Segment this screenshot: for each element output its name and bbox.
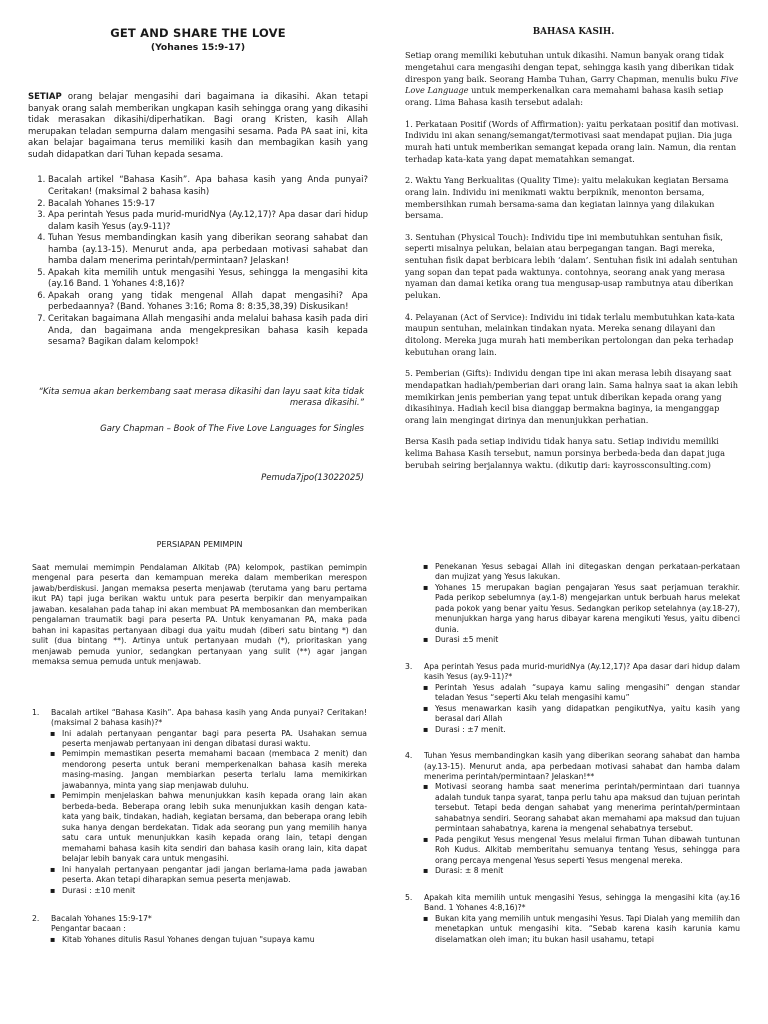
guide-note: ▪ Durasi : ±7 menit. (435, 725, 740, 735)
article-intro (405, 50, 742, 108)
question-list (28, 175, 368, 348)
question-item: 3. Apa perintah Yesus pada murid-muridNya (Ay.12,17)? Apa dasar dari hidup dalam kasih Yesus (ay.9-11)? (48, 210, 368, 233)
question-number: 3. (405, 661, 413, 671)
love-language-4: 4. Pelayanan (Act of Service): Individu ini tidak terlalu membutuhkan kata-kata maupun sentuhan, melainkan tindakan nyata. Mereka senang dilayani dan ditolong. Mereka juga murah hati memberikan pertolongan dan peka terhadap kebutuhan orang lain. (405, 311, 735, 357)
article-intro-text: Setiap orang memiliki kebutuhan untuk dikasihi. Namun banyak orang tidak mengetahui cara mengasihi dengan tepat, sehingga kasih yang diberikan tidak direspon yang baik. Seorang Hamba Tuhan, Garry Chapman, menulis buku (405, 50, 734, 84)
quote-text: “Kita semua akan berkembang saat merasa dikasihi dan layu saat kita tidak merasa dikasihi.” (38, 386, 364, 409)
guide-question-5 (405, 893, 740, 914)
leader-guide-continuation (405, 562, 740, 1024)
question-number: 2. (32, 914, 40, 923)
article-closing: Bersa Kasih pada setiap individu tidak hanya satu. Setiap individu memiliki kelima Bahasa Kasih tersebut, namun porsinya berbeda-beda dan dapat juga berubah seiring berjalannya waktu. (dikutip dari: kayrossconsulting.com) (405, 436, 726, 470)
guide-note: ▪ Durasi ±5 menit (435, 635, 740, 645)
love-language-3: 3. Sentuhan (Physical Touch): Individu tipe ini membutuhkan sentuhan fisik, seperti misalnya pelukan, belaian atau berpegangan tangan. Bagi mereka, sentuhan fisik dapat berbicara lebih ‘dalam’. Sentuhan fisik ini adalah sentuhan yang sopan dan tepat pada waktunya. contohnya, seorang anak yang merasa nyaman dan damai ketika orang tua mengusap-usap rambutnya atau diberikan pelukan. (405, 231, 738, 301)
scripture-reference: (Yohanes 15:9-17) (150, 41, 246, 53)
guide-question-3 (405, 662, 740, 683)
guide-note: ▪ Penekanan Yesus sebagai Allah ini ditegaskan dengan perkataan-perkataan dan mujizat yang Yesus lakukan. (435, 562, 740, 583)
guide-question-1 (32, 708, 367, 729)
question-text: Bacalah Yohanes 15:9-17* (51, 914, 152, 923)
guide-notes-5 (405, 914, 740, 945)
guide-note: ▪ Bukan kita yang memilih untuk mengasihi Yesus. Tapi Dialah yang memilih dan menetapkan untuk mengasihi kita. “Sebab karena kasih karunia kamu diselamatkan oleh iman; itu bukan hasil usahamu, tetapi (435, 914, 740, 945)
love-language-1: 1. Perkataan Positif (Words of Affirmation): yaitu perkataan positif dan motivasi. Individu ini akan senang/semangat/termotivasi saat mendapat pujian. Dia juga murah hati untuk memberikan semangat kepada orang lain. Namun, dia rentan terhadap kata-kata yang dapat mematahkan semangat. (405, 118, 739, 164)
guide-question-4 (405, 751, 740, 782)
book-title: Five Love Language (405, 73, 739, 96)
guide-notes-2-cont (405, 562, 740, 646)
love-language-5: 5. Pemberian (Gifts): Individu dengan tipe ini akan merasa lebih disayang saat mendapatkan hadiah/pemberian dari orang lain. Sama halnya saat ia akan lebih memikirkan jenis pemberian yang tepat untuk diberikan kepada orang yang dikasihinya. Hadiah kecil bisa dianggap bermakna baginya, ia menganggap orang lain mengingat dirinya dan menunjukkan perhatian. (405, 368, 739, 425)
intro-text: orang belajar mengasihi dari bagaimana ia dikasihi. Akan tetapi banyak orang salah memberikan ungkapan kasih sehingga orang yang dikasihi tidak merasakan dikasihi/diperhatikan. Bagi orang Kristen, kasih Allah merupakan teladan sempurna dalam mengasihi sesama. Pada PA saat ini, kita akan belajar bagaimana terus memiliki kasih dan membagikan kasih yang sudah didapatkan dari Tuhan kepada sesama. (28, 92, 368, 160)
question-number: 1. (32, 707, 40, 717)
guide-note: ▪ Yohanes 15 merupakan bagian pengajaran Yesus saat perjamuan terakhir. Pada perikop sebelumnya (ay.1-8) mengejarkan untuk berbuah harus melekat pada pokok yang benar yaitu Yesus. Sedangkan perikop setelahnya (ay.18-27), menunjukkan harga yang harus dibayar karena mengikuti Yesus, yaitu dibenci dunia. (435, 583, 740, 635)
question-item: 5. Apakah kita memilih untuk mengasihi Yesus, sehingga Ia mengasihi kita (ay.16 Band. 1 Yohanes 4:8,16)? (48, 268, 368, 291)
guide-question-2 (32, 914, 367, 924)
question-number: 5. (405, 892, 413, 902)
intro-lead-word: SETIAP (28, 92, 62, 103)
page-title: GET AND SHARE THE LOVE (110, 26, 286, 40)
guide-note: ▪ Durasi: ± 8 menit (435, 866, 740, 876)
guide-notes-4 (405, 782, 740, 876)
question-text: Bacalah artikel “Bahasa Kasih”. Apa bahasa kasih yang Anda punyai? Ceritakan! (maksimal 2 bahasa kasih)?* (51, 707, 367, 728)
guide-note: ▪ Motivasi seorang hamba saat menerima perintah/permintaan dari tuannya adalah tunduk tanpa syarat, tanpa perlu tahu apa maksud dan tujuan perintah tersebut. Tetapi beda dengan sahabat yang menerima perintah/permintaan sahabatnya sendiri. Seorang sahabat akan memahami apa maksud dan tujuan permintaan sahabatnya, karena ia mengenal sehabatnya tersebut. (435, 782, 740, 834)
question-number: 4. (405, 751, 413, 761)
guide-notes-1 (32, 729, 367, 897)
question-item: 2. Bacalah Yohanes 15:9-17 (48, 199, 368, 211)
question-text: Apa perintah Yesus pada murid-muridNya (Ay.12,17)? Apa dasar dari hidup dalam kasih Yesus (ay.9-11)?* (424, 661, 740, 682)
guide-note: ▪ Pemimpin menjelaskan bahwa menunjukkan kasih kepada orang lain akan berbeda-beda. Beberapa orang lebih suka menunjukkan kasih dengan kata-kata yang baik, tindakan, hadiah, kegiatan bersama, dan beberapa orang lebih suka hanya dengan berdekatan. Tidak ada seorang pun yang memilih hanya satu cara untuk menunjukkan kasih kepada orang lain, tetapi dengan memahami bahasa kasih kita sendiri dan bahasa kasih orang lain, kita dapat belajar lebih banyak cara untuk mengasihi. (62, 791, 367, 864)
question-item: 7. Ceritakan bagaimana Allah mengasihi anda melalui bahasa kasih pada diri Anda, dan bagaimana anda mengekpresikan bahasa kasih kepada sesama? Bagikan dalam kelompok! (48, 314, 368, 349)
guide-notes-3 (405, 683, 740, 735)
study-sheet-panel (28, 22, 368, 522)
guide-notes-2 (32, 935, 367, 945)
quote-citation: Gary Chapman – Book of The Five Love Languages for Singles (100, 423, 364, 434)
author-signature: Pemuda7jpo(13022025) (261, 473, 364, 484)
reading-intro-label: Pengantar bacaan : (51, 924, 126, 934)
guide-note: ▪ Pada pengikut Yesus mengenal Yesus melalui firman Tuhan dibawah tuntunan Roh Kudus. Alkitab memberitahu semuanya tentang Yesus, sehingga para orang percaya mengenal Yesus seperti Yesus mengenal mereka. (435, 835, 740, 866)
leader-guide-intro: Saat memulai memimpin Pendalaman Alkitab (PA) kelompok, pastikan pemimpin mengenal para peserta dan kemampuan mereka dalam memberikan merespon jawab/berdiskusi. Jangan memaksa peserta menjawab (terutama yang baru pertama ikut PA) tapi juga berikan waktu untuk para peserta berpikir dan menyampaikan jawaban. kesalahan pada tahap ini akan membuat PA membosankan dan memberikan pengalaman traumatik bagi para peserta PA. Untuk kenyamanan PA, maka pada bahan ini kapasitas pertanyaan dibagi dua yaitu mudah (diberi satu bintang *) dan sulit (dua bintang **). Artinya untuk pertanyaan mudah (*), prioritaskan yang menjawab pemuda yunior, sedangkan pertanyaan yang sulit (**) agar jangan memaksa semua pemuda untuk menjawab. (32, 562, 367, 667)
article-title: BAHASA KASIH. (532, 27, 615, 37)
guide-note: ▪ Ini adalah pertanyaan pengantar bagi para peserta PA. Usahakan semua peserta menjawab pertanyaan ini dengan dibatasi durasi waktu. (62, 729, 367, 750)
guide-note: ▪ Pemimpin memastikan peserta memahami bacaan (membaca 2 menit) dan mendorong peserta untuk berani memperkenalkan bahasa kasih mereka masing-masing. Jangan membiarkan peserta terlalu lama memikirkan jawabannya, minta yang siap menjawab duluhu. (62, 749, 367, 791)
leader-guide-panel (32, 540, 367, 1024)
guide-note: ▪ Perintah Yesus adalah “supaya kamu saling mengasihi” dengan standar teladan Yesus “seperti Aku telah mengasihi kamu” (435, 683, 740, 704)
guide-note: ▪ Durasi : ±10 menit (62, 886, 367, 896)
question-text: Tuhan Yesus membandingkan kasih yang diberikan seorang sahabat dan hamba (ay.13-15). Menurut anda, apa perbedaan motivasi sahabat dan hamba dalam menerima perintah/permintaan? Jelaskan!** (424, 751, 740, 781)
guide-note: ▪ Yesus menawarkan kasih yang didapatkan pengikutNya, yaitu kasih yang berasal dari Allah (435, 704, 740, 725)
love-language-2: 2. Waktu Yang Berkualitas (Quality Time): yaitu melakukan kegiatan Bersama orang lain. Individu ini menikmati waktu berpiknik, menonton bersama, membersihkan rumah bersama-sama dan kegiatan lainnya yang dilakukan bersama. (405, 175, 729, 221)
question-text: Apakah kita memilih untuk mengasihi Yesus, sehingga Ia mengasihi kita (ay.16 Band. 1 Yohanes 4:8,16)?* (424, 892, 740, 913)
question-item: 4. Tuhan Yesus membandingkan kasih yang diberikan seorang sahabat dan hamba (ay.13-15). Menurut anda, apa perbedaan motivasi sahabat dan hamba dalam menerima perintah/permintaan? Jelaskan! (48, 233, 368, 268)
question-item: 1. Bacalah artikel “Bahasa Kasih”. Apa bahasa kasih yang Anda punyai? Ceritakan! (maksimal 2 bahasa kasih) (48, 175, 368, 198)
intro-paragraph (28, 92, 368, 161)
article-panel (405, 22, 742, 522)
leader-guide-title: PERSIAPAN PEMIMPIN (156, 540, 243, 549)
guide-note: ▪ Kitab Yohanes ditulis Rasul Yohanes dengan tujuan "supaya kamu (62, 935, 367, 945)
question-item: 6. Apakah orang yang tidak mengenal Allah dapat mengasihi? Apa perbedaannya? (Band. Yohanes 3:16; Roma 8: 8:35,38,39) Diskusikan! (48, 291, 368, 314)
article-intro-text-end: untuk memperkenalkan cara memahami bahasa kasih setiap orang. Lima Bahasa kasih tersebut adalah: (405, 85, 724, 108)
guide-note: ▪ Ini hanyalah pertanyaan pengantar jadi jangan berlama-lama pada jawaban peserta. Akan tetapi diharapkan semua peserta menjawab. (62, 865, 367, 886)
